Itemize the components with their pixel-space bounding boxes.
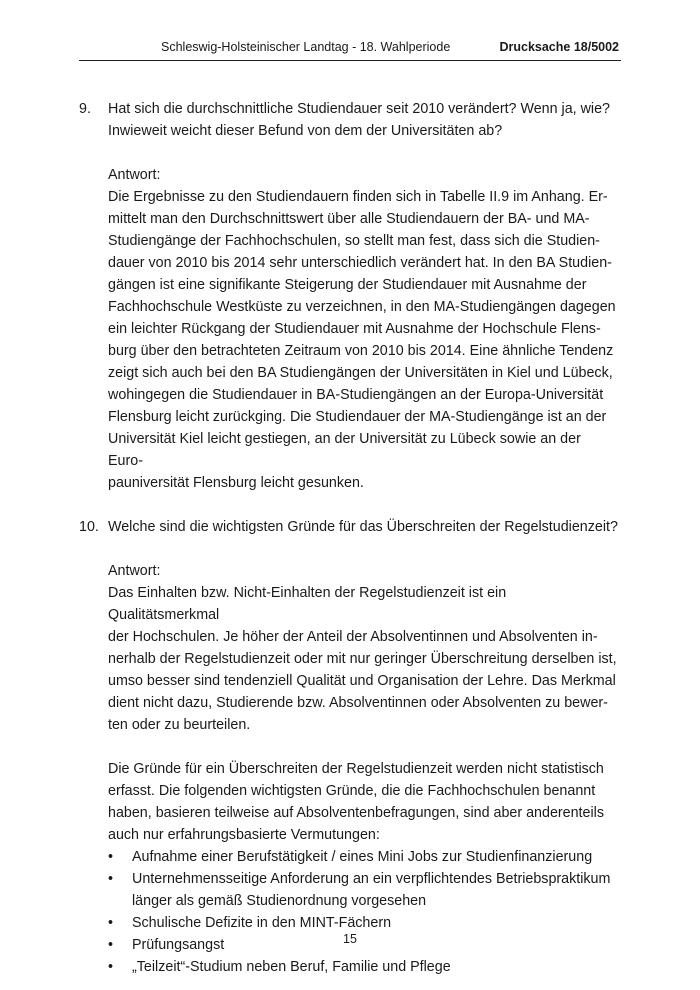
- answer-line: haben, basieren teilweise auf Absolventenbefragungen, sind aber anderenteils: [108, 805, 604, 821]
- answer-line: Die Ergebnisse zu den Studiendauern finden sich in Tabelle II.9 im Anhang. Er-: [108, 189, 608, 205]
- header-title: Schleswig-Holsteinischer Landtag - 18. Wahlperiode: [161, 40, 451, 54]
- answer-line: mittelt man den Durchschnittswert über alle Studiendauern der BA- und MA-: [108, 211, 590, 227]
- answer-line: Fachhochschule Westküste zu verzeichnen, in den MA-Studiengängen dagegen: [108, 299, 616, 315]
- answer-line: nerhalb der Regelstudienzeit oder mit nur geringer Überschreitung derselben ist,: [108, 651, 617, 667]
- reasons-list: [108, 846, 619, 978]
- page-number: 15: [343, 932, 357, 946]
- question-10: [79, 516, 619, 978]
- list-item-text: „Teilzeit“-Studium neben Beruf, Familie und Pflege: [132, 959, 451, 975]
- question-text-line: Welche sind die wichtigsten Gründe für das Überschreiten der Regelstudienzeit?: [108, 519, 618, 535]
- list-item: [108, 912, 619, 934]
- list-item: [108, 868, 619, 912]
- list-item-text: Unternehmensseitige Anforderung an ein verpflichtendes Betriebspraktikum: [132, 871, 611, 887]
- bullet-icon: •: [108, 959, 114, 975]
- answer-line: auch nur erfahrungsbasierte Vermutungen:: [108, 827, 380, 843]
- bullet-icon: •: [108, 871, 114, 887]
- list-item-text: Prüfungsangst: [132, 937, 225, 953]
- answer-line: Das Einhalten bzw. Nicht-Einhalten der Regelstudienzeit ist ein Qualitätsmerkmal: [108, 585, 507, 623]
- answer-label: Antwort:: [108, 167, 161, 183]
- answer-line: zeigt sich auch bei den BA Studiengängen der Universitäten in Kiel und Lübeck,: [108, 365, 613, 381]
- bullet-icon: •: [108, 937, 114, 953]
- answer-label: Antwort:: [108, 563, 161, 579]
- answer-line: dauer von 2010 bis 2014 sehr unterschiedlich verändert hat. In den BA Studien-: [108, 255, 612, 271]
- answer-line: pauniversität Flensburg leicht gesunken.: [108, 475, 364, 491]
- answer-line: der Hochschulen. Je höher der Anteil der Absolventinnen und Absolventen in-: [108, 629, 598, 645]
- answer-line: Flensburg leicht zurückging. Die Studiendauer der MA-Studiengänge ist an der: [108, 409, 607, 425]
- question-9: [79, 98, 619, 494]
- bullet-icon: •: [108, 915, 114, 931]
- bullet-icon: •: [108, 849, 114, 865]
- question-number: 10.: [79, 519, 99, 535]
- list-item-text: Schulische Defizite in den MINT-Fächern: [132, 915, 392, 931]
- question-text-line: Inwieweit weicht dieser Befund von dem der Universitäten ab?: [108, 123, 503, 139]
- answer-line: erfasst. Die folgenden wichtigsten Gründe, die die Fachhochschulen benannt: [108, 783, 596, 799]
- list-item-text: länger als gemäß Studienordnung vorgesehen: [132, 893, 427, 909]
- answer-line: Studiengänge der Fachhochschulen, so stellt man fest, dass sich die Studien-: [108, 233, 600, 249]
- answer-line: umso besser sind tendenziell Qualität und Organisation der Lehre. Das Merkmal: [108, 673, 616, 689]
- answer-line: dient nicht dazu, Studierende bzw. Absolventinnen oder Absolventen zu bewer-: [108, 695, 608, 711]
- answer-line: Universität Kiel leicht gestiegen, an der Universität zu Lübeck sowie an der Euro-: [108, 431, 581, 469]
- question-number: 9.: [79, 101, 91, 117]
- list-item: [108, 846, 619, 868]
- answer-line: gängen ist eine signifikante Steigerung der Studiendauer mit Ausnahme der: [108, 277, 587, 293]
- answer-line: wohingegen die Studiendauer in BA-Studiengängen an der Europa-Universität: [108, 387, 604, 403]
- document-body: [79, 98, 619, 978]
- list-item: [108, 956, 619, 978]
- page-header: [79, 38, 621, 61]
- document-number: Drucksache 18/5002: [499, 40, 619, 54]
- question-text-line: Hat sich die durchschnittliche Studiendauer seit 2010 verändert? Wenn ja, wie?: [108, 101, 611, 117]
- answer-line: ein leichter Rückgang der Studiendauer mit Ausnahme der Hochschule Flens-: [108, 321, 601, 337]
- list-item-text: Aufnahme einer Berufstätigkeit / eines Mini Jobs zur Studienfinanzierung: [132, 849, 593, 865]
- answer-line: Die Gründe für ein Überschreiten der Regelstudienzeit werden nicht statistisch: [108, 761, 604, 777]
- answer-line: burg über den betrachteten Zeitraum von 2010 bis 2014. Eine ähnliche Tendenz: [108, 343, 614, 359]
- answer-line: ten oder zu beurteilen.: [108, 717, 251, 733]
